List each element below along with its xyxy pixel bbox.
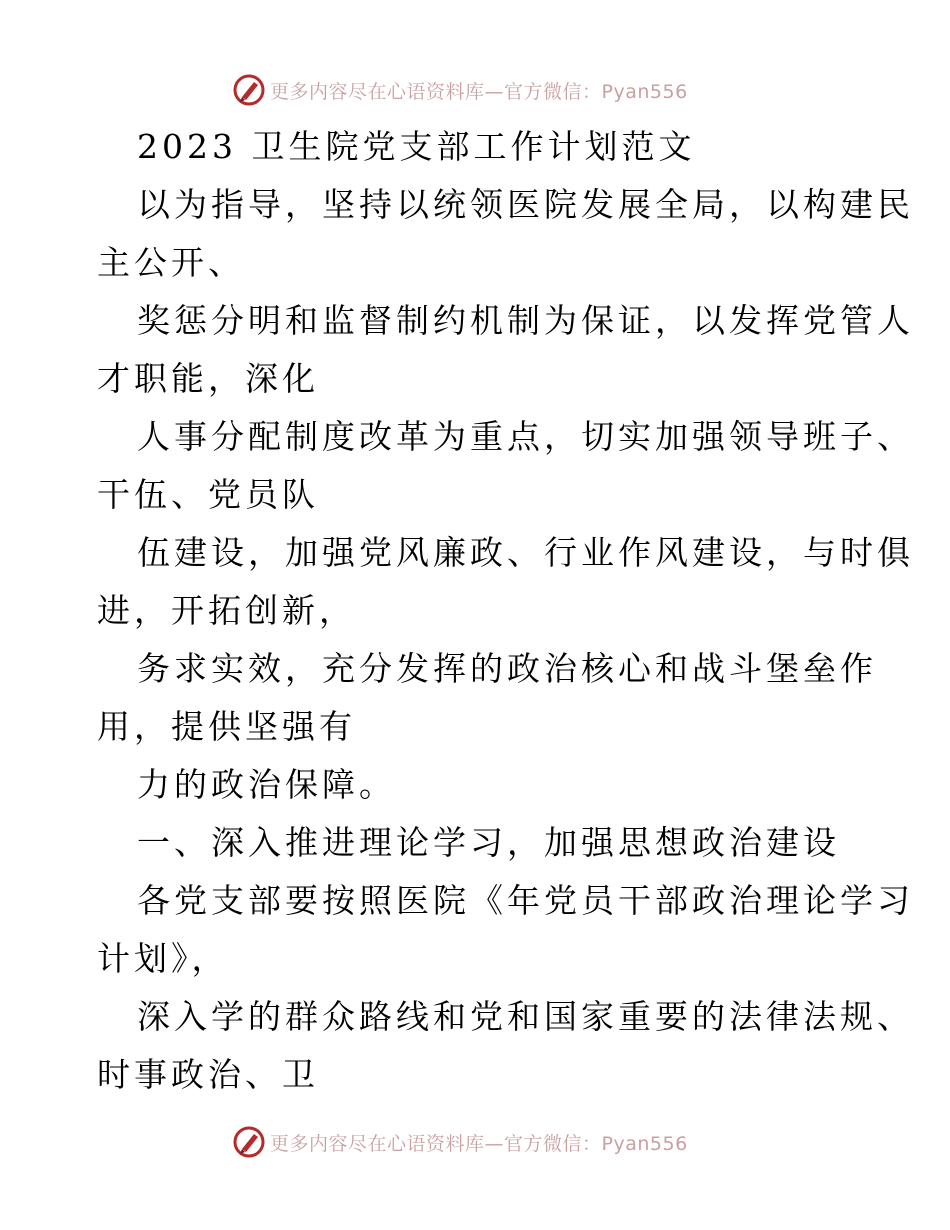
paragraph-line: 务求实效，充分发挥的政治核心和战斗堡垒作 [137,649,877,688]
banner-brand-text: 更多内容尽在心语资料库 [270,1132,485,1155]
paragraph-line: 才职能，深化 [97,359,319,398]
footer-watermark [0,1120,950,1160]
section-heading: 一、深入推进理论学习，加强思想政治建设 [137,823,840,862]
paragraph-line: 计划》， [97,939,229,978]
pen-logo-icon [232,1125,266,1159]
paragraph-line: 用，提供坚强有 [97,707,356,746]
paragraph-line: 主公开、 [97,243,245,282]
header-watermark [0,68,950,108]
banner-brand-text: 更多内容尽在心语资料库 [270,80,485,103]
paragraph-line: 时事政治、卫 [97,1055,319,1094]
banner-wechat-text: 官方微信：Pyan556 [504,80,688,103]
paragraph-line: 干伍、党员队 [97,475,319,514]
document-title: 2023 卫生院党支部工作计划范文 [137,127,696,166]
paragraph-line: 以为指导，坚持以统领医院发展全局，以构建民 [137,185,914,224]
paragraph-line: 伍建设，加强党风廉政、行业作风建设，与时俱 [137,533,914,572]
paragraph-line: 奖惩分明和监督制约机制为保证，以发挥党管人 [137,301,914,340]
paragraph-line: 力的政治保障。 [137,765,396,804]
paragraph-line: 深入学的群众路线和党和国家重要的法律法规、 [137,997,914,1036]
document-body [97,118,914,1104]
paragraph-line: 进，开拓创新， [97,591,356,630]
paragraph-line: 各党支部要按照医院《年党员干部政治理论学习 [137,881,914,920]
pen-logo-icon [232,73,266,107]
banner-wechat-text: 官方微信：Pyan556 [504,1132,688,1155]
banner-dash: — [484,80,505,103]
banner-dash: — [484,1132,505,1155]
paragraph-line: 人事分配制度改革为重点，切实加强领导班子、 [137,417,914,456]
